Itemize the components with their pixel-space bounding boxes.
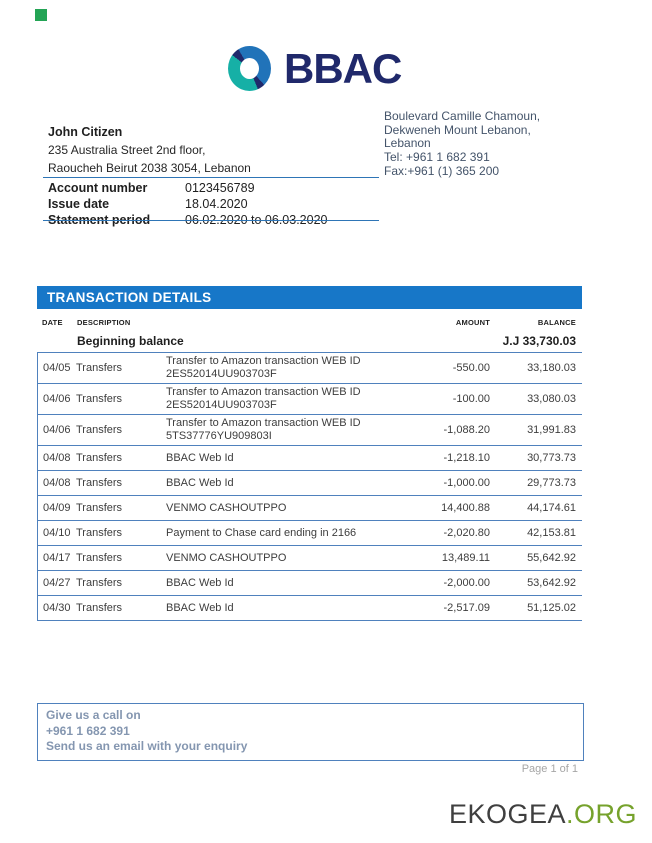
transaction-category: Transfers <box>76 393 123 405</box>
transaction-date: 04/06 <box>43 393 71 405</box>
transaction-row <box>38 496 582 521</box>
transaction-amount: -2,517.09 <box>443 602 490 614</box>
transaction-date: 04/30 <box>43 602 71 614</box>
transaction-row <box>38 546 582 571</box>
beginning-balance-row <box>37 334 582 350</box>
transaction-row <box>38 596 582 621</box>
transaction-category: Transfers <box>76 577 123 589</box>
transaction-date: 04/17 <box>43 552 71 564</box>
bbac-logo-text: BBAC <box>284 44 402 92</box>
transaction-description: Transfer to Amazon transaction WEB ID 2ES52014UU903703F <box>166 386 361 411</box>
account-number-label: Account number <box>48 181 148 195</box>
transaction-amount: 13,489.11 <box>441 552 490 564</box>
customer-name: John Citizen <box>48 125 123 139</box>
transaction-category: Transfers <box>76 552 123 564</box>
bank-tel: Tel: +961 1 682 391 <box>384 150 490 165</box>
transaction-description: Transfer to Amazon transaction WEB ID 5TS37776YU909803I <box>166 417 361 442</box>
statement-period-value: 06.02.2020 to 06.03.2020 <box>185 213 328 227</box>
transaction-amount: -1,000.00 <box>443 477 490 489</box>
transaction-amount: -1,218.10 <box>443 452 490 464</box>
transaction-description: BBAC Web Id <box>166 576 234 589</box>
beginning-balance-label: Beginning balance <box>77 334 184 348</box>
contact-footer-box <box>37 703 584 761</box>
beginning-balance-value: J.J 33,730.03 <box>502 334 576 348</box>
transaction-date: 04/08 <box>43 477 71 489</box>
transaction-balance: 44,174.61 <box>527 502 576 514</box>
bbac-ring-icon <box>228 46 271 91</box>
statement-period-label: Statement period <box>48 213 151 227</box>
transaction-balance: 31,991.83 <box>527 424 576 436</box>
transaction-row <box>38 471 582 496</box>
transaction-category: Transfers <box>76 362 123 374</box>
transaction-date: 04/10 <box>43 527 71 539</box>
transaction-balance: 55,642.92 <box>527 552 576 564</box>
contact-phone: +961 1 682 391 <box>46 723 130 738</box>
divider-line-top <box>43 177 379 178</box>
bank-address-line1: Boulevard Camille Chamoun, <box>384 109 541 123</box>
ekogea-watermark <box>362 799 637 830</box>
transaction-date: 04/27 <box>43 577 71 589</box>
balance-column-header: BALANCE <box>537 318 576 327</box>
transactions-column-headers <box>37 318 582 331</box>
transaction-row <box>38 415 582 446</box>
transactions-body <box>37 352 582 621</box>
transaction-amount: -1,088.20 <box>443 424 490 436</box>
transaction-description: Transfer to Amazon transaction WEB ID 2ES52014UU903703F <box>166 355 361 380</box>
page-number-label: Page 1 of 1 <box>521 763 578 775</box>
green-square-mark <box>35 9 47 21</box>
transaction-balance: 33,080.03 <box>527 393 576 405</box>
transaction-amount: -550.00 <box>452 362 490 374</box>
bbac-logo <box>228 46 401 91</box>
transaction-category: Transfers <box>76 502 123 514</box>
transaction-row <box>38 571 582 596</box>
transaction-date: 04/05 <box>43 362 71 374</box>
transaction-category: Transfers <box>76 452 123 464</box>
transaction-date: 04/09 <box>43 502 71 514</box>
contact-line3: Send us an email with your enquiry <box>46 739 248 753</box>
account-number-value: 0123456789 <box>185 181 255 195</box>
customer-address-line2: Raoucheh Beirut 2038 3054, Lebanon <box>48 161 251 175</box>
bank-address-line3: Lebanon <box>384 136 431 151</box>
transaction-balance: 33,180.03 <box>527 362 576 374</box>
account-number-row <box>48 180 328 196</box>
ekogea-name: EKOGEA <box>448 799 566 829</box>
transaction-balance: 51,125.02 <box>527 602 576 614</box>
transaction-row <box>38 353 582 384</box>
transaction-category: Transfers <box>76 602 123 614</box>
transaction-row <box>38 446 582 471</box>
transaction-balance: 30,773.73 <box>527 452 576 464</box>
transaction-row <box>38 521 582 546</box>
transaction-description: BBAC Web Id <box>166 476 234 489</box>
transaction-amount: -2,000.00 <box>443 577 490 589</box>
issue-date-row <box>48 196 328 212</box>
transaction-balance: 29,773.73 <box>527 477 576 489</box>
amount-column-header: AMOUNT <box>455 318 490 327</box>
transaction-date: 04/08 <box>43 452 71 464</box>
transaction-category: Transfers <box>76 424 123 436</box>
transaction-amount: -100.00 <box>452 393 490 405</box>
customer-address-block <box>48 123 251 177</box>
transaction-description: BBAC Web Id <box>166 601 234 614</box>
bank-address-line2: Dekweneh Mount Lebanon, <box>384 122 531 137</box>
transaction-amount: -2,020.80 <box>443 527 490 539</box>
contact-line1: Give us a call on <box>46 708 141 722</box>
transaction-details-header-bar: TRANSACTION DETAILS <box>37 286 582 309</box>
transaction-description: Payment to Chase card ending in 2166 <box>166 526 357 539</box>
issue-date-label: Issue date <box>48 197 110 211</box>
description-column-header: DESCRIPTION <box>77 318 131 327</box>
transaction-description: VENMO CASHOUTPPO <box>166 551 287 564</box>
bank-fax: Fax:+961 (1) 365 200 <box>384 163 500 178</box>
transaction-balance: 42,153.81 <box>527 527 576 539</box>
transaction-description: VENMO CASHOUTPPO <box>166 501 287 514</box>
date-column-header: DATE <box>42 318 63 327</box>
ekogea-suffix: .ORG <box>565 799 637 829</box>
transaction-category: Transfers <box>76 527 123 539</box>
transaction-row <box>38 384 582 415</box>
transaction-amount: 14,400.88 <box>441 502 490 514</box>
divider-line-bottom <box>43 220 379 221</box>
transaction-date: 04/06 <box>43 424 71 436</box>
transaction-balance: 53,642.92 <box>527 577 576 589</box>
issue-date-value: 18.04.2020 <box>185 197 248 211</box>
transaction-description: BBAC Web Id <box>166 451 234 464</box>
bank-address-block <box>384 110 540 179</box>
customer-address-line1: 235 Australia Street 2nd floor, <box>48 143 206 157</box>
transaction-category: Transfers <box>76 477 123 489</box>
